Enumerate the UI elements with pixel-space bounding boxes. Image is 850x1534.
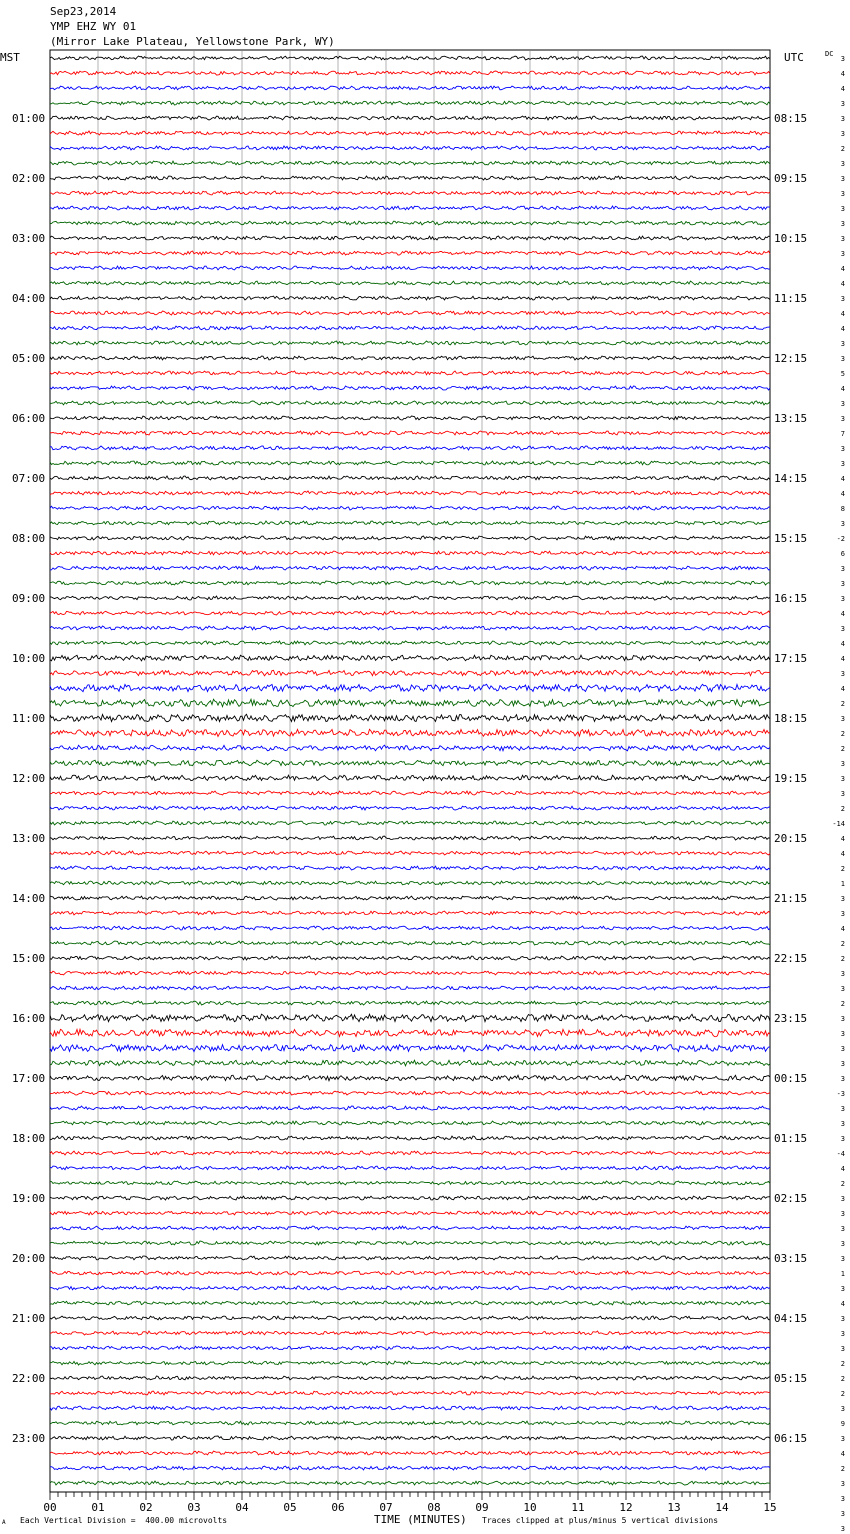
plot-date: Sep23,2014 [50, 5, 117, 18]
seismic-trace [50, 971, 770, 975]
seismic-trace [50, 1151, 770, 1155]
utc-hour-label: 03:15 [774, 1252, 808, 1265]
utc-hour-label: 18:15 [774, 712, 808, 725]
mst-hour-label: 02:00 [12, 172, 46, 185]
dc-offset-value: 3 [840, 1525, 845, 1533]
utc-hour-label: 13:15 [774, 412, 808, 425]
dc-offset-value: 2 [840, 1375, 845, 1383]
seismic-trace [50, 760, 770, 766]
dc-offset-value: 3 [840, 1315, 845, 1323]
seismic-trace [50, 775, 770, 781]
seismic-trace [50, 896, 770, 900]
time-tick-label: 11 [571, 1501, 585, 1514]
seismic-trace [50, 1226, 770, 1230]
seismic-trace [50, 581, 770, 585]
dc-offset-value: 4 [840, 85, 845, 93]
utc-hour-label: 02:15 [774, 1192, 808, 1205]
seismic-trace [50, 611, 770, 615]
seismic-trace [50, 221, 770, 225]
mst-hour-label: 18:00 [12, 1132, 46, 1145]
clip-note: Traces clipped at plus/minus 5 vertical divisions [482, 1516, 719, 1525]
seismic-trace [50, 791, 770, 795]
seismic-trace [50, 566, 770, 570]
utc-hour-label: 21:15 [774, 892, 808, 905]
dc-offset-value: 4 [840, 325, 845, 333]
time-tick-label: 04 [235, 1501, 249, 1514]
dc-offset-value: 3 [840, 565, 845, 573]
dc-offset-value: 3 [840, 985, 845, 993]
dc-offset-value: -3 [836, 1090, 845, 1098]
seismic-trace [50, 729, 770, 736]
seismic-trace [50, 476, 770, 480]
utc-hour-label: 12:15 [774, 352, 808, 365]
seismic-trace [50, 341, 770, 345]
dc-offset-value: 3 [840, 235, 845, 243]
seismic-trace [50, 461, 770, 465]
seismic-trace [50, 266, 770, 270]
dc-offset-value: 3 [840, 130, 845, 138]
dc-offset-value: 2 [840, 745, 845, 753]
dc-offset-value: 3 [840, 160, 845, 168]
dc-offset-value: 5 [840, 370, 845, 378]
seismic-trace [50, 699, 770, 706]
mst-hour-label: 15:00 [12, 952, 46, 965]
dc-offset-value: -2 [836, 535, 845, 543]
dc-offset-value: 3 [840, 1255, 845, 1263]
mst-hour-label: 04:00 [12, 292, 46, 305]
dc-offset-value: 3 [840, 1495, 845, 1503]
seismic-trace [50, 806, 770, 810]
dc-offset-value: 3 [840, 895, 845, 903]
seismic-trace [50, 236, 770, 240]
corner-mark: A [2, 1519, 6, 1526]
dc-offset-value: 4 [840, 1165, 845, 1173]
mst-hour-label: 19:00 [12, 1192, 46, 1205]
seismic-trace [50, 1391, 770, 1395]
dc-offset-value: 3 [840, 175, 845, 183]
seismic-trace [50, 714, 770, 721]
mst-hour-label: 09:00 [12, 592, 46, 605]
seismic-trace [50, 386, 770, 390]
seismic-trace [50, 551, 770, 555]
utc-hour-label: 04:15 [774, 1312, 808, 1325]
seismic-trace [50, 1406, 770, 1410]
dc-offset-value: 4 [840, 265, 845, 273]
dc-offset-value: 4 [840, 70, 845, 78]
time-tick-label: 01 [91, 1501, 105, 1514]
utc-hour-label: 00:15 [774, 1072, 808, 1085]
seismic-trace [50, 821, 770, 825]
utc-hour-label: 20:15 [774, 832, 808, 845]
time-tick-label: 09 [475, 1501, 489, 1514]
seismic-trace [50, 670, 770, 676]
seismic-trace [50, 1029, 770, 1036]
seismic-trace [50, 1166, 770, 1170]
dc-offset-value: 1 [840, 1270, 845, 1278]
seismic-trace [50, 326, 770, 330]
dc-offset-value: 3 [840, 715, 845, 723]
seismic-trace [50, 71, 770, 75]
utc-hour-label: 09:15 [774, 172, 808, 185]
dc-offset-value: 3 [840, 1120, 845, 1128]
seismic-trace [50, 1075, 770, 1080]
dc-offset-value: 3 [840, 1030, 845, 1038]
utc-hour-label: 11:15 [774, 292, 808, 305]
seismic-trace [50, 401, 770, 405]
dc-offset-value: 4 [840, 280, 845, 288]
dc-offset-value: 2 [840, 865, 845, 873]
seismic-trace [50, 1271, 770, 1275]
seismic-trace [50, 311, 770, 315]
trace-group [50, 56, 770, 1485]
seismic-trace [50, 176, 770, 180]
dc-offset-value: 3 [840, 115, 845, 123]
dc-offset-value: 3 [840, 1225, 845, 1233]
seismic-trace [50, 1286, 770, 1290]
utc-hour-label: 22:15 [774, 952, 808, 965]
dc-offset-value: 3 [840, 595, 845, 603]
time-axis [43, 1492, 776, 1514]
seismic-trace [50, 1136, 770, 1140]
time-tick-label: 14 [715, 1501, 729, 1514]
dc-column-label: DC [825, 50, 834, 58]
dc-offset-value: 4 [840, 685, 845, 693]
mst-hour-label: 05:00 [12, 352, 46, 365]
dc-offset-value: 3 [840, 790, 845, 798]
seismic-trace [50, 1421, 770, 1425]
seismic-trace [50, 491, 770, 495]
seismic-trace [50, 536, 770, 540]
dc-offset-value: 3 [840, 1480, 845, 1488]
seismic-trace [50, 881, 770, 885]
time-tick-label: 03 [187, 1501, 201, 1514]
seismic-trace [50, 866, 770, 870]
seismic-trace [50, 1436, 770, 1440]
dc-offset-value: 2 [840, 955, 845, 963]
seismic-trace [50, 1361, 770, 1365]
dc-offset-value: 4 [840, 925, 845, 933]
dc-offset-value: 3 [840, 355, 845, 363]
mst-hour-label: 03:00 [12, 232, 46, 245]
time-tick-label: 15 [763, 1501, 777, 1514]
seismic-trace [50, 356, 770, 360]
time-tick-label: 02 [139, 1501, 153, 1514]
mst-hour-label: 10:00 [12, 652, 46, 665]
dc-offset-value: 3 [840, 1435, 845, 1443]
seismic-trace [50, 1481, 770, 1485]
mst-axis-label: MST [0, 51, 20, 64]
seismic-trace [50, 1181, 770, 1185]
seismic-trace [50, 1256, 770, 1260]
utc-hour-label: 17:15 [774, 652, 808, 665]
mst-hour-label: 07:00 [12, 472, 46, 485]
seismic-trace [50, 86, 770, 90]
seismic-trace [50, 1346, 770, 1350]
seismic-trace [50, 1060, 770, 1065]
station-location: (Mirror Lake Plateau, Yellowstone Park, WY) [50, 35, 335, 48]
dc-offset-value: 3 [840, 970, 845, 978]
dc-offset-value: 3 [840, 220, 845, 228]
dc-offset-value: 3 [840, 1330, 845, 1338]
seismic-trace [50, 745, 770, 751]
time-tick-label: 05 [283, 1501, 297, 1514]
seismic-trace [50, 1121, 770, 1125]
utc-hour-label: 05:15 [774, 1372, 808, 1385]
dc-offset-value: 3 [840, 55, 845, 63]
seismic-trace [50, 1241, 770, 1245]
mst-hour-label: 20:00 [12, 1252, 46, 1265]
dc-offset-value: 3 [840, 445, 845, 453]
dc-offset-value: 3 [840, 340, 845, 348]
seismic-trace [50, 1001, 770, 1005]
seismic-trace [50, 416, 770, 420]
dc-offset-value: 2 [840, 1180, 845, 1188]
dc-offset-value: 9 [840, 1420, 845, 1428]
seismic-trace [50, 56, 770, 60]
dc-offset-value: 8 [840, 505, 845, 513]
dc-offset-value: 2 [840, 145, 845, 153]
dc-offset-value: 3 [840, 580, 845, 588]
seismic-trace [50, 626, 770, 630]
seismic-trace [50, 446, 770, 450]
dc-offset-value: 3 [840, 250, 845, 258]
seismic-trace [50, 836, 770, 840]
dc-offset-value: 4 [840, 640, 845, 648]
dc-offset-value: 4 [840, 475, 845, 483]
dc-offset-value: 3 [840, 1105, 845, 1113]
seismic-trace [50, 655, 770, 661]
seismic-trace [50, 1301, 770, 1305]
vertical-scale-note: Each Vertical Division = 400.00 microvolts [20, 1516, 228, 1525]
seismic-trace [50, 1331, 770, 1335]
dc-offset-value: 3 [840, 1045, 845, 1053]
utc-hour-label: 23:15 [774, 1012, 808, 1025]
time-tick-label: 00 [43, 1501, 57, 1514]
time-tick-label: 08 [427, 1501, 441, 1514]
dc-offset-value: 4 [840, 835, 845, 843]
dc-offset-value: 2 [840, 805, 845, 813]
seismic-trace [50, 986, 770, 990]
seismic-trace [50, 146, 770, 150]
dc-offset-value: 4 [840, 850, 845, 858]
utc-hour-label: 15:15 [774, 532, 808, 545]
dc-offset-value: 4 [840, 655, 845, 663]
dc-offset-value: 3 [840, 1285, 845, 1293]
dc-offset-value: 3 [840, 1015, 845, 1023]
mst-hour-label: 22:00 [12, 1372, 46, 1385]
seismic-trace [50, 911, 770, 915]
dc-offset-value: 3 [840, 520, 845, 528]
mst-hour-label: 17:00 [12, 1072, 46, 1085]
dc-offset-value: 3 [840, 100, 845, 108]
time-tick-label: 10 [523, 1501, 537, 1514]
seismic-trace [50, 206, 770, 210]
dc-offset-value: 4 [840, 490, 845, 498]
dc-offset-value: 3 [840, 670, 845, 678]
dc-offset-value: 2 [840, 700, 845, 708]
dc-offset-value: 3 [840, 415, 845, 423]
dc-offset-value: -14 [832, 820, 845, 828]
seismic-trace [50, 116, 770, 120]
utc-hour-label: 19:15 [774, 772, 808, 785]
seismic-trace [50, 101, 770, 105]
seismic-trace [50, 1316, 770, 1320]
mst-hour-label: 16:00 [12, 1012, 46, 1025]
time-axis-title: TIME (MINUTES) [374, 1513, 467, 1526]
dc-offset-value: 3 [840, 190, 845, 198]
dc-offset-value: 6 [840, 550, 845, 558]
utc-hour-label: 16:15 [774, 592, 808, 605]
seismic-trace [50, 1211, 770, 1215]
seismic-trace [50, 1044, 770, 1051]
dc-offset-value: 4 [840, 385, 845, 393]
seismic-trace [50, 596, 770, 600]
dc-offset-value: 3 [840, 205, 845, 213]
seismic-trace [50, 926, 770, 930]
seismic-trace [50, 371, 770, 375]
utc-hour-label: 08:15 [774, 112, 808, 125]
seismic-trace [50, 131, 770, 135]
dc-offset-value: 7 [840, 430, 845, 438]
utc-hour-label: 06:15 [774, 1432, 808, 1445]
dc-offset-value: 1 [840, 880, 845, 888]
mst-hour-label: 23:00 [12, 1432, 46, 1445]
dc-offset-value: 3 [840, 295, 845, 303]
seismic-trace [50, 506, 770, 510]
dc-offset-labels [832, 55, 845, 1534]
dc-offset-value: 3 [840, 1405, 845, 1413]
dc-offset-value: 2 [840, 730, 845, 738]
seismic-trace [50, 1451, 770, 1455]
mst-hour-label: 12:00 [12, 772, 46, 785]
mst-hour-label: 08:00 [12, 532, 46, 545]
dc-offset-value: 3 [840, 1075, 845, 1083]
mst-hour-label: 21:00 [12, 1312, 46, 1325]
dc-offset-value: 2 [840, 1360, 845, 1368]
seismic-trace [50, 1466, 770, 1470]
dc-offset-value: -4 [836, 1150, 845, 1158]
dc-offset-value: 3 [840, 910, 845, 918]
seismic-trace [50, 1106, 770, 1110]
dc-offset-value: 4 [840, 1300, 845, 1308]
dc-offset-value: 3 [840, 460, 845, 468]
time-tick-label: 13 [667, 1501, 681, 1514]
utc-axis-label: UTC [784, 51, 804, 64]
dc-offset-value: 3 [840, 1240, 845, 1248]
dc-offset-value: 3 [840, 1195, 845, 1203]
seismic-trace [50, 521, 770, 525]
seismic-trace [50, 431, 770, 435]
utc-hour-label: 10:15 [774, 232, 808, 245]
mst-hour-label: 06:00 [12, 412, 46, 425]
mst-hour-label: 01:00 [12, 112, 46, 125]
dc-offset-value: 4 [840, 1450, 845, 1458]
seismic-trace [50, 956, 770, 960]
dc-offset-value: 3 [840, 1210, 845, 1218]
dc-offset-value: 3 [840, 760, 845, 768]
mst-hour-label: 13:00 [12, 832, 46, 845]
seismic-trace [50, 684, 770, 691]
dc-offset-value: 2 [840, 940, 845, 948]
dc-offset-value: 3 [840, 1510, 845, 1518]
utc-hour-label: 01:15 [774, 1132, 808, 1145]
dc-offset-value: 3 [840, 1345, 845, 1353]
time-tick-label: 07 [379, 1501, 393, 1514]
mst-hour-label: 14:00 [12, 892, 46, 905]
utc-hour-label: 14:15 [774, 472, 808, 485]
seismic-trace [50, 1196, 770, 1200]
dc-offset-value: 2 [840, 1390, 845, 1398]
mst-hour-label: 11:00 [12, 712, 46, 725]
dc-offset-value: 4 [840, 310, 845, 318]
dc-offset-value: 4 [840, 610, 845, 618]
dc-offset-value: 3 [840, 625, 845, 633]
dc-offset-value: 2 [840, 1000, 845, 1008]
time-tick-label: 12 [619, 1501, 633, 1514]
seismic-trace [50, 941, 770, 945]
time-tick-label: 06 [331, 1501, 345, 1514]
dc-offset-value: 3 [840, 775, 845, 783]
dc-offset-value: 2 [840, 1465, 845, 1473]
seismic-trace [50, 296, 770, 300]
seismic-trace [50, 851, 770, 855]
dc-offset-value: 3 [840, 400, 845, 408]
dc-offset-value: 3 [840, 1135, 845, 1143]
seismic-trace [50, 191, 770, 195]
seismic-trace [50, 1091, 770, 1095]
seismic-trace [50, 161, 770, 165]
seismic-trace [50, 1376, 770, 1380]
seismic-trace [50, 1014, 770, 1022]
dc-offset-value: 3 [840, 1060, 845, 1068]
station-name: YMP EHZ WY 01 [50, 20, 137, 33]
seismic-trace [50, 641, 770, 645]
seismic-trace [50, 251, 770, 255]
seismic-trace [50, 281, 770, 285]
